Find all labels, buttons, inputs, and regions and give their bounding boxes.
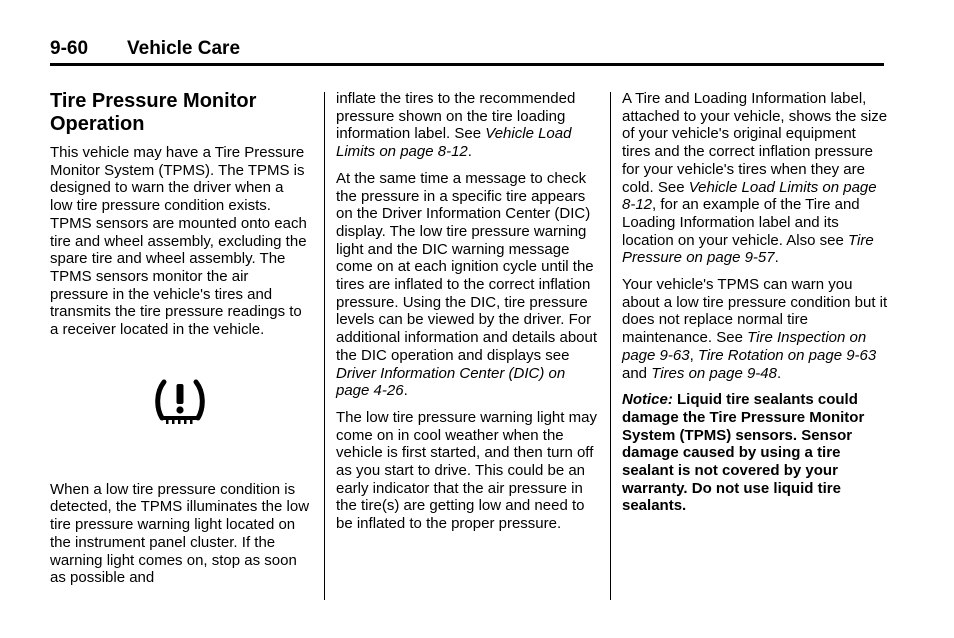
column-1: [50, 90, 310, 596]
paragraph: [336, 90, 598, 161]
text: ,: [689, 346, 698, 364]
paragraph: The low tire pressure warning light may come on in cool weather when the vehicle is first started, and then turn off as you start to drive. This could be an early indicator that the air pressure in the tire(s) are getting low and need to be inflated to the proper pressure.: [336, 408, 597, 533]
text: inflate the tires to the recommended pressure shown on the tire loading information label. See: [336, 90, 576, 143]
header-rule: [50, 63, 884, 66]
cross-reference: Vehicle Load Limits on page 8-12: [336, 125, 572, 161]
cross-reference: Tire Rotation on page 9-63: [697, 346, 877, 364]
cross-reference: Driver Information Center (DIC) on page 4-26: [336, 364, 566, 400]
notice-label: Notice:: [622, 391, 673, 409]
tpms-icon-container: [50, 348, 310, 481]
paragraph: [336, 170, 598, 400]
column-divider-1: [324, 92, 325, 600]
text: and: [622, 364, 652, 382]
text: At the same time a message to check the pressure in a specific tire appears on the Driver Information Center (DIC) display. The low tire pressure warning light and the DIC warning message come on at each ignition cycle until the tires are inflated to the correct inflation pressure. Using the DIC, tire pressure levels can be viewed by the driver. For additional information and details about the DIC operation and displays see: [336, 169, 598, 364]
cross-reference: Tire Pressure on page 9-57: [622, 231, 874, 267]
text: .: [467, 143, 472, 161]
cross-reference: Tire Inspection on page 9-63: [622, 329, 867, 364]
page-header: [50, 38, 884, 66]
column-2: [336, 90, 598, 542]
notice-paragraph: [622, 391, 888, 515]
paragraph: [622, 90, 888, 267]
cross-reference: Vehicle Load Limits on page 8-12: [622, 178, 877, 214]
notice-text: Liquid tire sealants could damage the Tire Pressure Monitor System (TPMS) sensors. Sensor damage caused by using a tire sealant is not covered by your warranty. Do not use liquid tire sealants.: [622, 391, 865, 515]
text: .: [776, 364, 782, 382]
text: .: [403, 382, 408, 400]
tpms-warning-icon: [152, 378, 208, 426]
column-divider-2: [610, 92, 611, 600]
cross-reference: Tires on page 9-48: [651, 364, 777, 382]
text: Your vehicle's TPMS can warn you about a low tire pressure condition but it does not replace normal tire maintenance. See: [622, 276, 888, 347]
text: , for an example of the Tire and Loading Information label and its location on your vehicle. Also see: [622, 196, 860, 249]
paragraph: [622, 276, 888, 382]
column-3: [622, 90, 888, 524]
text: A Tire and Loading Information label, attached to your vehicle, shows the size of your vehicle's original equipment tires and the correct inflation pressure for your vehicle's tires when they are cold. See: [622, 90, 888, 196]
paragraph: This vehicle may have a Tire Pressure Monitor System (TPMS). The TPMS is designed to warn the driver when a low tire pressure condition exists. TPMS sensors are mounted onto each tire and wheel assembly, excluding the spare tire and wheel assembly. The TPMS sensors monitor the air pressure in the vehicle's tires and transmits the tire pressure readings to a receiver located in the vehicle.: [50, 144, 307, 339]
paragraph: When a low tire pressure condition is detected, the TPMS illuminates the low tire pressure warning light located on the instrument panel cluster. If the warning light comes on, stop as soon as possible and: [50, 480, 310, 587]
text: .: [774, 249, 779, 267]
page-number: 9-60: [50, 38, 89, 59]
section-title: Vehicle Care: [127, 38, 241, 59]
section-heading: Tire Pressure Monitor Operation: [50, 90, 257, 135]
